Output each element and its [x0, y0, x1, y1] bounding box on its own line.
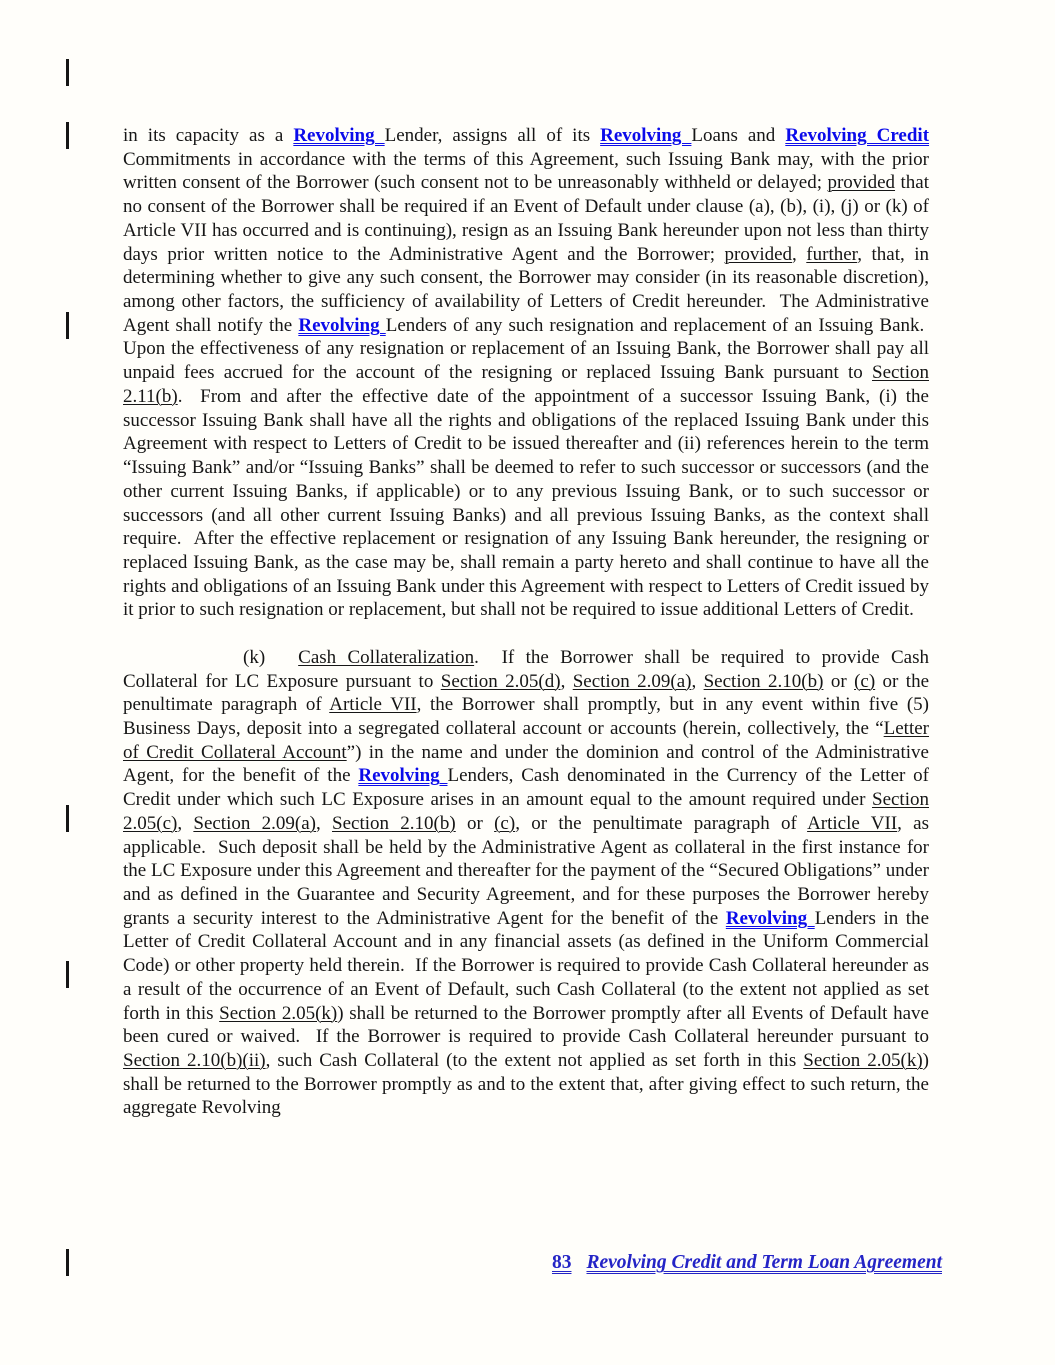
change-bar: [66, 59, 69, 86]
body-text: Lender, assigns all of its: [384, 125, 601, 146]
body-text: . From and after the effective date of the appointment of a successor Issuing Bank, (i) the successor Issuing Bank shall have all the rights and obligations of the replaced Issuing Bank under this Agreement with respect to Letters of Credit to be issued thereafter and (ii) references herein to the term “Issuing Bank” and/or “Issuing Banks” shall be deemed to refer to such successor or successors (and the other current Issuing Banks, if applicable) or to any previous Issuing Bank, or to such successor or successors (and all other current Issuing Banks) and all previous Issuing Banks, as the context shall require. After the effective replacement or resignation of any Issuing Bank hereunder, the resigning or replaced Issuing Bank, as the case may be, shall remain a party hereto and shall continue to have all the rights and obligations of an Issuing Bank under this Agreement with respect to Letters of Credit issued by it prior to such resignation or replacement, but shall not be required to issue additional Letters of Credit.: [123, 385, 929, 621]
page-footer: [552, 1252, 942, 1274]
body-text: ,: [560, 670, 573, 692]
underlined-reference: Section 2.10(b)(ii): [123, 1050, 266, 1072]
footer-document-title: Revolving Credit and Term Loan Agreement: [586, 1252, 942, 1273]
body-text: , the Borrower shall promptly, but in any event within five (5) Business Days, deposit into a segregated collateral account or accounts (herein, collectively, the “: [123, 694, 929, 739]
body-text: , that, in determining whether to give any such consent, the Borrower may consider (in its reasonable discretion), among other factors, the sufficiency of availability of Letters of Credit hereunder. The Administrative Agent shall notify the: [123, 243, 929, 336]
body-text: , such Cash Collateral (to the extent not applied as set forth in this: [265, 1050, 804, 1072]
change-bar: [66, 122, 69, 149]
body-text: in its capacity as a: [123, 125, 294, 146]
body-text: ) shall be returned to the Borrower promptly as and to the extent that, after giving effect to such return, the aggregate Revolving: [123, 1050, 929, 1119]
inserted-term: Revolving: [725, 907, 815, 929]
body-text: ,: [792, 243, 807, 265]
paragraph: [123, 646, 929, 1120]
body-text: ”) in the name and under the dominion and control of the Administrative Agent, for the benefit of the: [123, 741, 929, 787]
underlined-reference: further: [806, 243, 858, 265]
body-text: , or the penultimate paragraph of: [515, 812, 808, 834]
underlined-reference: Section 2.11(b): [123, 362, 929, 407]
underlined-reference: Section 2.05(d): [440, 670, 561, 692]
body-text: Lenders of any such resignation and replacement of an Issuing Bank. Upon the effectiveness of any resignation or replacement of an Issuing Bank, the Borrower shall pay all unpaid fees accrued for the account of the resigning or replaced Issuing Bank pursuant to: [123, 314, 930, 384]
change-bar: [66, 1249, 69, 1276]
body-text: , as applicable. Such deposit shall be held by the Administrative Agent as collateral in the first instance for the LC Exposure under this Agreement and thereafter for the payment of the “Secured Obligations” under and as defined in the Guarantee and Security Agreement, and for these purposes the Borrower hereby grants a security interest to the Administrative Agent for the benefit of the: [123, 812, 929, 929]
body-text: that no consent of the Borrower shall be required if an Event of Default under clause (a), (b), (i), (j) or (k) of Article VII has occurred and is continuing), resign as an Issuing Bank hereunder upon not less than thirty days prior written notice to the Administrative Agent and the Borrower;: [123, 172, 929, 265]
underlined-reference: Section 2.05(k): [219, 1002, 338, 1024]
body-text: Commitments in accordance with the terms of this Agreement, such Issuing Bank may, with the prior written consent of the Borrower (such consent not to be unreasonably withheld or delayed;: [123, 148, 929, 194]
inserted-term: Revolving: [293, 125, 385, 146]
underlined-reference: (c): [494, 812, 516, 834]
underlined-reference: Article VII: [807, 812, 898, 834]
underlined-reference: Section 2.05(c): [123, 789, 929, 834]
body-text: ,: [177, 812, 194, 834]
underlined-reference: Section 2.09(a): [193, 812, 316, 834]
body-text: ,: [691, 670, 704, 692]
inserted-term: Revolving: [298, 314, 386, 336]
body-text: or the penultimate paragraph of: [123, 670, 930, 716]
underlined-reference: Section 2.10(b): [703, 670, 824, 692]
body-text: . If the Borrower shall be required to provide Cash Collateral for LC Exposure pursuant to: [123, 646, 929, 692]
underlined-reference: provided: [827, 172, 896, 194]
body-text: Lenders in the Letter of Credit Collateral Account and in any financial assets (as defined in the Uniform Commercial Code) or other property held therein. If the Borrower is required to provide Cash Collateral hereunder as a result of the occurrence of an Event of Default, such Cash Collateral (to the extent not applied as set forth in this: [123, 907, 930, 1024]
body-text: or: [823, 670, 855, 692]
underlined-reference: Section 2.05(k): [803, 1050, 923, 1072]
page-number: 83: [551, 1252, 572, 1273]
document-body: [123, 124, 929, 1120]
underlined-reference: Letter of Credit Collateral Account: [123, 717, 929, 763]
body-text: ) shall be returned to the Borrower promptly after all Events of Default have been cured or waived. If the Borrower is required to provide Cash Collateral hereunder pursuant to: [123, 1002, 929, 1048]
underlined-reference: Section 2.09(a): [572, 670, 692, 692]
underlined-reference: (c): [854, 670, 876, 692]
body-text: Lenders, Cash denominated in the Currency of the Letter of Credit under which such LC Exposure arises in an amount equal to the amount required under: [123, 765, 929, 811]
change-bar: [66, 312, 69, 339]
paragraph-label: (k): [243, 646, 266, 668]
underlined-reference: Section 2.10(b): [332, 812, 456, 834]
underlined-reference: provided: [724, 243, 793, 265]
inserted-term: Revolving: [358, 765, 448, 787]
body-text: Loans and: [691, 125, 786, 146]
inserted-term: Revolving Credit: [785, 125, 930, 146]
body-text: ,: [315, 812, 333, 834]
change-bar: [66, 961, 69, 988]
underlined-reference: Article VII: [329, 694, 417, 716]
paragraph: [123, 124, 929, 622]
body-text: or: [455, 812, 495, 834]
change-bar: [66, 805, 69, 832]
underlined-reference: Cash Collateralization: [298, 646, 475, 668]
inserted-term: Revolving: [600, 125, 692, 146]
